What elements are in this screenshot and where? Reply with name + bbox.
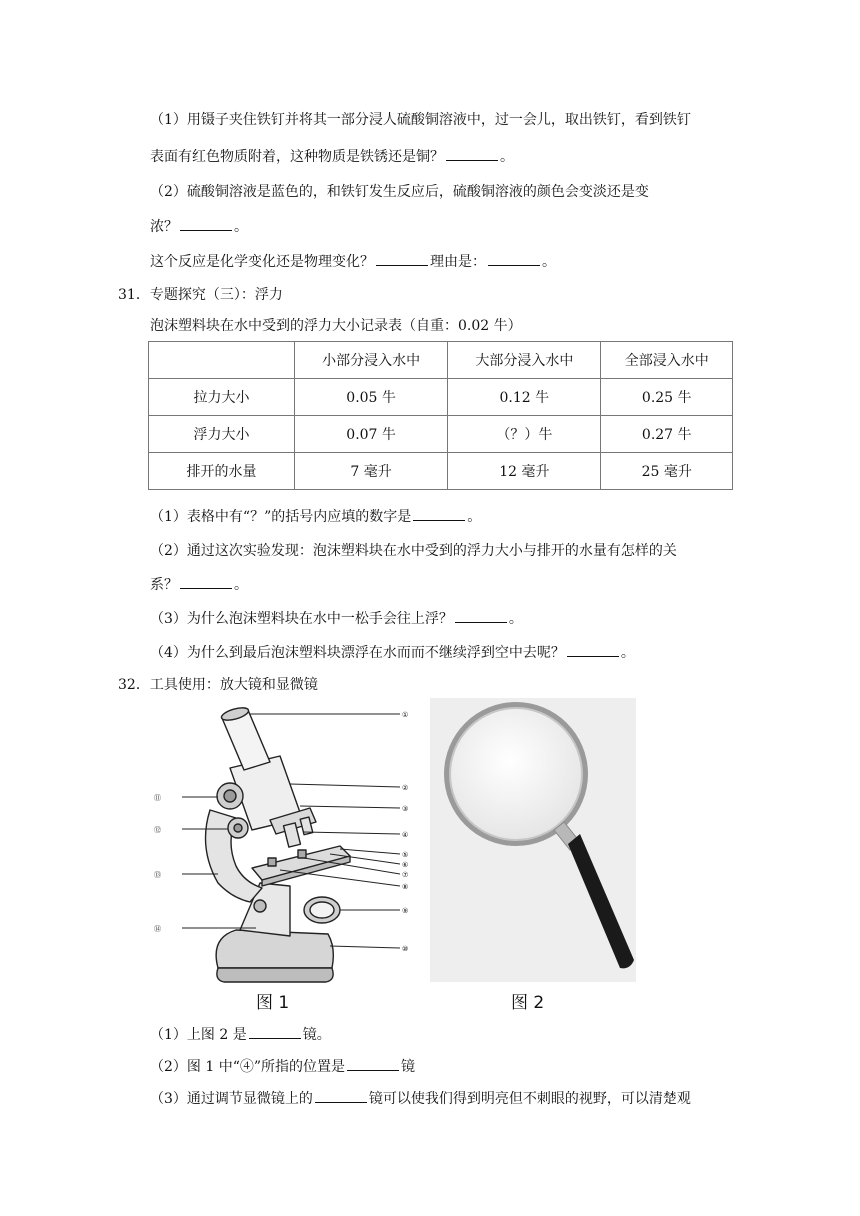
table-cell: 7 毫升	[295, 453, 448, 490]
label-marker: ⑥	[402, 861, 409, 869]
header-cell	[149, 342, 295, 379]
buoyancy-record-table	[148, 341, 733, 490]
q31-sub3: （3）为什么泡沫塑料块在水中一松手会往上浮？ 。	[150, 608, 523, 629]
q32-sub2: （2）图 1 中“④”所指的位置是 镜	[150, 1056, 415, 1077]
row-label: 排开的水量	[149, 453, 295, 490]
label-marker: ⑫	[154, 826, 161, 834]
q32-sub1: （1）上图 2 是 镜。	[150, 1024, 331, 1045]
label-marker: ⑬	[154, 871, 161, 879]
q31-title: 31．专题探究（三）：浮力	[118, 287, 283, 303]
row-label: 浮力大小	[149, 416, 295, 453]
answer-blank[interactable]	[180, 574, 232, 589]
microscope-figure	[140, 698, 425, 988]
table-cell: 0.25 牛	[601, 379, 733, 416]
table-cell: 0.07 牛	[295, 416, 448, 453]
header-cell: 全部浸入水中	[601, 342, 733, 379]
label-marker: ⑭	[154, 925, 161, 933]
table-cell: 0.27 牛	[601, 416, 733, 453]
answer-blank[interactable]	[413, 506, 465, 521]
label-marker: ⑦	[402, 871, 409, 879]
table-cell: 25 毫升	[601, 453, 733, 490]
row-label: 拉力大小	[149, 379, 295, 416]
q31-sub2-line2: 系？ 。	[150, 574, 248, 595]
label-marker: ①	[402, 711, 409, 719]
table-cell: 0.05 牛	[295, 379, 448, 416]
answer-blank[interactable]	[180, 216, 232, 231]
answer-blank[interactable]	[455, 608, 507, 623]
q31-sub4: （4）为什么到最后泡沫塑料块漂浮在水而而不继续浮到空中去呢？ 。	[150, 642, 635, 663]
table-row	[149, 379, 733, 416]
answer-blank[interactable]	[567, 642, 619, 657]
answer-blank[interactable]	[315, 1088, 367, 1103]
label-marker: ④	[402, 831, 409, 839]
header-cell: 大部分浸入水中	[448, 342, 601, 379]
q30-part1-line2: 表面有红色物质附着，这种物质是铁锈还是铜？ 。	[150, 146, 514, 167]
q32-sub3: （3）通过调节显微镜上的 镜可以使我们得到明亮但不刺眼的视野，可以清楚观	[150, 1088, 691, 1109]
header-cell: 小部分浸入水中	[295, 342, 448, 379]
table-cell: 12 毫升	[448, 453, 601, 490]
q31-sub1: （1）表格中有“？”的括号内应填的数字是 。	[150, 506, 481, 527]
label-marker: ⑧	[402, 883, 409, 891]
answer-blank[interactable]	[376, 251, 428, 266]
q30-part1-line1: （1）用镊子夹住铁钉并将其一部分浸人硫酸铜溶液中，过一会儿，取出铁钉，看到铁钉	[150, 112, 691, 128]
q31-sub2-line1: （2）通过这次实验发现：泡沫塑料块在水中受到的浮力大小与排开的水量有怎样的关	[150, 543, 677, 559]
label-marker: ⑤	[402, 851, 409, 859]
answer-blank[interactable]	[249, 1024, 301, 1039]
label-marker: ③	[402, 805, 409, 813]
label-marker: ②	[402, 784, 409, 792]
q30-part3: 这个反应是化学变化还是物理变化？ 理由是： 。	[150, 251, 556, 272]
table-caption: 泡沫塑料块在水中受到的浮力大小记录表（自重：0.02 牛）	[150, 318, 522, 334]
label-marker: ⑩	[402, 945, 409, 953]
figure1-caption: 图 1	[256, 993, 290, 1013]
answer-blank[interactable]	[446, 146, 498, 161]
table-cell: （？）牛	[448, 416, 601, 453]
table-header-row	[149, 342, 733, 379]
table-row	[149, 453, 733, 490]
q30-part2-line1: （2）硫酸铜溶液是蓝色的，和铁钉发生反应后，硫酸铜溶液的颜色会变淡还是变	[150, 184, 649, 200]
label-marker: ⑪	[154, 794, 161, 802]
label-marker: ⑨	[402, 907, 409, 915]
q32-title: 32．工具使用：放大镜和显微镜	[118, 677, 318, 693]
table-row	[149, 416, 733, 453]
answer-blank[interactable]	[488, 251, 540, 266]
answer-blank[interactable]	[347, 1056, 399, 1071]
q30-part2-line2: 浓？ 。	[150, 216, 248, 237]
table-cell: 0.12 牛	[448, 379, 601, 416]
magnifier-figure	[430, 698, 636, 982]
figure2-caption: 图 2	[511, 993, 545, 1013]
